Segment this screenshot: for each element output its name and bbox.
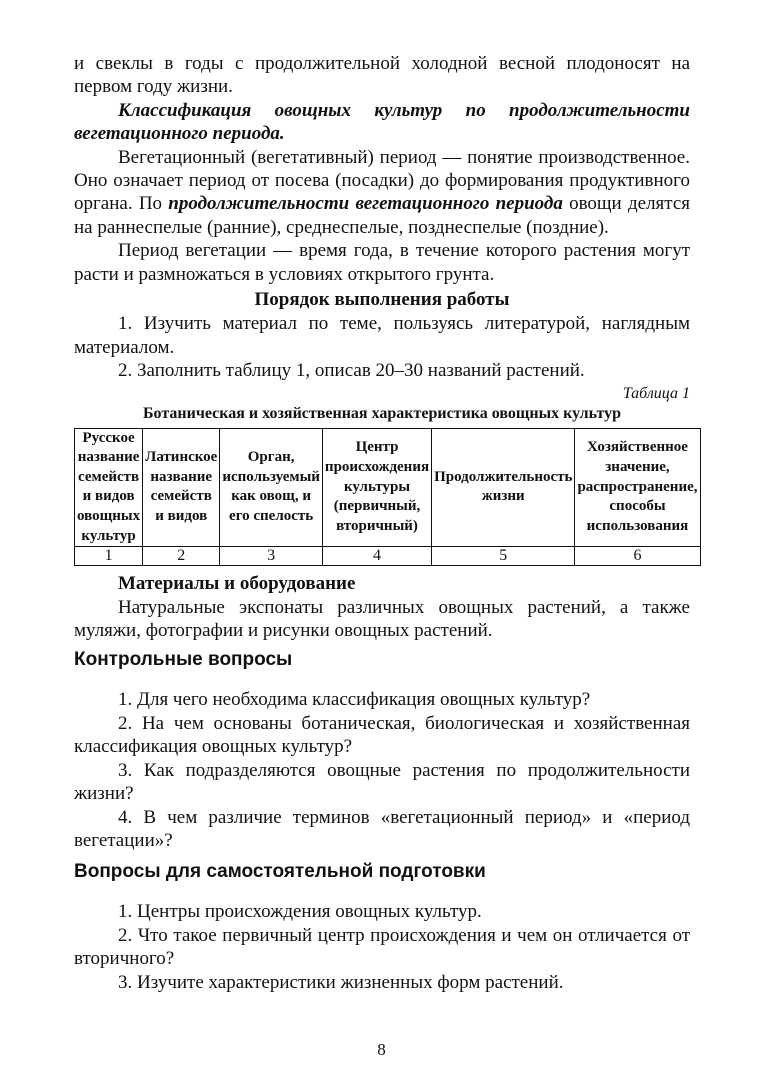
self-study-question: 3. Изучите характеристики жизненных форм растений. (118, 971, 564, 993)
self-study-heading: Вопросы для самостоятельной подготовки (74, 861, 486, 883)
self-study-question: 2. Что такое первичный центр происхождения и чем он отличается от вторичного? (74, 924, 690, 970)
table-header-cell: Продолжительность жизни (432, 428, 575, 547)
procedure-step: 2. Заполнить таблицу 1, описав 20–30 названий растений. (118, 360, 585, 382)
table-header-cell: Русское название семейств и видов овощных культур (75, 428, 143, 547)
control-questions-heading: Контрольные вопросы (74, 649, 293, 671)
veg-period-emphasis: продолжительности вегетационного периода (168, 193, 563, 215)
table-number-row (75, 547, 701, 566)
materials-text: Натуральные экспонаты различных овощных растений, а также муляжи, фотографии и рисунки овощных растений. (74, 596, 690, 642)
column-number: 1 (75, 547, 143, 566)
column-number: 4 (322, 547, 431, 566)
page-body (74, 52, 698, 994)
control-question: 4. В чем различие терминов «вегетационный период» и «период вегетации»? (74, 806, 690, 851)
table-header-cell: Центр происхождения культуры (первичный, вторичный) (322, 428, 431, 547)
procedure-step: 1. Изучить материал по теме, пользуясь литературой, наглядным материалом. (74, 313, 690, 358)
procedure-heading: Порядок выполнения работы (254, 289, 510, 311)
control-question: 1. Для чего необходима классификация овощных культур? (118, 689, 591, 711)
control-question: 3. Как подразделяются овощные растения по продолжительности жизни? (74, 759, 690, 805)
table-label: Таблица 1 (622, 384, 690, 402)
table-header-cell: Латинское название семейств и видов (143, 428, 220, 547)
characteristics-table (74, 428, 701, 567)
table-title: Ботаническая и хозяйственная характеристика овощных культур (142, 404, 622, 422)
veg-period-paragraph (74, 146, 690, 240)
veg-period-text-1: Вегетационный (вегетативный) период — понятие производственное. Оно означает период от посева (посадки) до формирования продуктивного органа. По (74, 146, 690, 215)
table-header-cell: Орган, используемый как овощ, и его спелость (220, 428, 323, 547)
table-header-row (75, 428, 701, 547)
classification-heading: Классификация овощных культур по продолжительности вегетационного периода. (74, 99, 690, 145)
table-header-cell: Хозяйственное значение, распространение, способы использования (575, 428, 700, 547)
veg-period-text-2: овощи делятся на раннеспелые (ранние), среднеспелые, позднеспелые (поздние). (74, 193, 690, 238)
control-question: 2. На чем основаны ботаническая, биологическая и хозяйственная классификация овощных культур? (74, 712, 690, 758)
vegetation-period-paragraph: Период вегетации — время года, в течение которого растения могут расти и размножаться в условиях открытого грунта. (74, 240, 690, 285)
column-number: 6 (575, 547, 700, 566)
page-number: 8 (377, 1040, 386, 1059)
column-number: 3 (220, 547, 323, 566)
intro-continuation: и свеклы в годы с продолжительной холодной весной плодоносят на первом году жизни. (74, 53, 690, 98)
materials-heading: Материалы и оборудование (118, 573, 356, 595)
column-number: 5 (432, 547, 575, 566)
self-study-question: 1. Центры происхождения овощных культур. (118, 901, 482, 923)
column-number: 2 (143, 547, 220, 566)
